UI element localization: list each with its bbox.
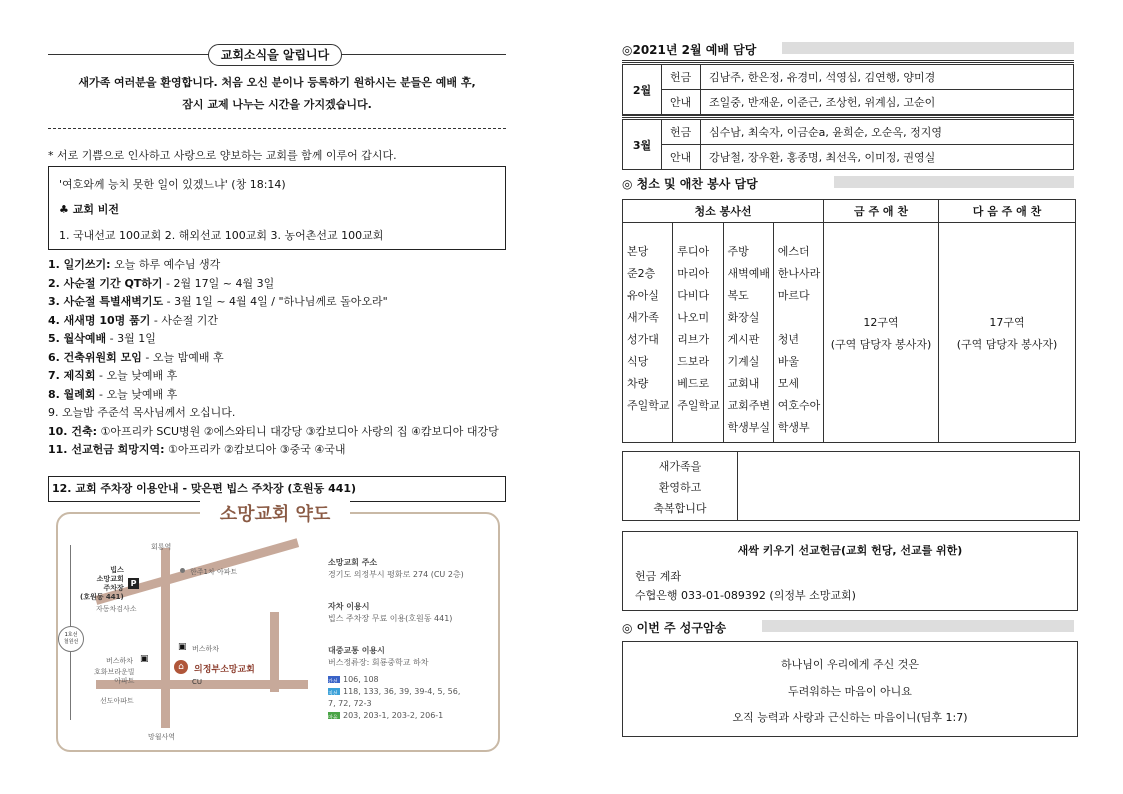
cleaning-item: 주방 [727, 245, 749, 258]
station-bottom-label: 망월사역 [148, 733, 176, 741]
cleaning-item: 한나사라 [777, 267, 821, 280]
welcome-line: 축복합니다 [653, 502, 707, 515]
cleaning-item: 게시판 [727, 333, 760, 346]
line1-badge: 1호선 철원선 [58, 626, 84, 652]
news-item-text: 오늘 하루 예수님 생각 [110, 258, 221, 271]
this-week-zone: 12구역 [863, 315, 899, 329]
car-info: 빕스 주차장 무료 이용(호원동 441) [328, 614, 453, 623]
news-item-text: ①아프리카 ②캄보디아 ③중국 ④국내 [164, 443, 346, 456]
cleaning-title: ◎ 청소 및 애찬 봉사 담당 [622, 177, 758, 191]
cleaning-item: 본당 [627, 245, 649, 258]
worship-role: 안내 [662, 90, 701, 115]
cleaning-item: 여호수아 [777, 399, 821, 412]
bus-line-routes: 118, 133, 36, 39, 39-4, 5, 56, 7, 72, 72-3 [328, 687, 461, 708]
mission-account-label: 헌금 계좌 [635, 570, 682, 583]
cleaning-item: 학생부 [777, 421, 810, 434]
bus-line-row [328, 710, 460, 722]
cleaning-item: 차량 [627, 377, 649, 390]
mission-account: 수협은행 033-01-089392 (의정부 소망교회) [635, 589, 856, 602]
news-item-text: - 2월 17일 ~ 4월 3일 [162, 276, 275, 290]
news-item [48, 423, 499, 439]
welcome-box [622, 451, 1080, 521]
apt1-dot [180, 568, 185, 573]
cleaning-item: 유아실 [627, 289, 659, 302]
news-item-heading: 7. 제직회 [48, 369, 96, 382]
news-item-text: - 3월 1일 ~ 4월 4일 / "하나님께로 돌아오라" [163, 295, 388, 308]
worship-mar-table [622, 119, 1074, 170]
cleaning-item: 화장실 [727, 311, 760, 324]
bus-icon: ▣ [140, 654, 149, 664]
cleaning-item: 청년 [777, 333, 800, 346]
cleaning-item: 교회내 [727, 377, 760, 390]
station-top-label: 회룡역 [151, 543, 172, 551]
cleaning-item: 준2층 [627, 267, 656, 280]
news-item [48, 275, 274, 291]
welcome-line-2: 잠시 교제 나누는 시간을 가지겠습니다. [182, 98, 372, 111]
worship-names: 강남철, 장우환, 홍종명, 최선옥, 이미정, 권영실 [701, 145, 1074, 170]
next-week-sub: (구역 담당자 봉사자) [956, 337, 1058, 351]
this-week-sub: (구역 담당자 봉사자) [830, 337, 932, 351]
vips-label: 빕스 소망교회 주차장 (호원동 441) [80, 566, 124, 601]
worship-names: 심수남, 최숙자, 이금순a, 윤희순, 오순옥, 정지영 [701, 120, 1074, 145]
news-item-text: 9. 오늘밤 주준석 목사님께서 오십니다. [48, 406, 236, 419]
cleaning-item: 마리아 [677, 267, 710, 280]
car-head: 자차 이용시 [328, 602, 370, 611]
news-item-text: - 오늘 밤예배 후 [141, 350, 224, 364]
news-item-heading: 4. 새새명 10명 품기 [48, 313, 151, 327]
worship-names: 김남주, 한은정, 유경미, 석영심, 김연행, 양미경 [701, 65, 1074, 90]
seondo-label: 선도아파트 [100, 697, 134, 705]
news-item [48, 293, 388, 309]
cleaning-col [723, 223, 773, 443]
news-item-heading: 8. 월례회 [48, 387, 96, 401]
church-icon: ⌂ [174, 660, 188, 674]
vision-verse: '여호와께 능치 못한 일이 있겠느냐' (창 18:14) [59, 178, 286, 191]
worship-title-bar [782, 42, 1074, 54]
cleaning-item: 마르다 [777, 289, 810, 302]
church-label: 의정부소망교회 [194, 665, 255, 675]
apt1-label: 한주1차 아파트 [190, 568, 238, 576]
cleaning-col [623, 223, 673, 443]
cleaning-item: 새가족 [627, 311, 659, 324]
bus-line-tag: 마을 [328, 712, 340, 719]
verse-line: 하나님이 우리에게 주신 것은 [780, 658, 919, 671]
parking-icon: P [128, 578, 139, 589]
bus-stop-left-label: 버스하차 [106, 657, 134, 665]
this-week-cell [824, 223, 939, 443]
bus-lines [328, 674, 460, 722]
news-item [48, 386, 177, 402]
mission-box [622, 531, 1078, 611]
bus-line-routes: 106, 108 [343, 675, 379, 684]
worship-names: 조일중, 반재운, 이준근, 조상헌, 위계심, 고순이 [701, 90, 1074, 115]
news-title: 교회소식을 알립니다 [208, 44, 342, 66]
bus-icon: ▣ [178, 642, 187, 652]
cleaning-item: 다비다 [677, 289, 710, 302]
this-week-header: 금 주 애 찬 [824, 200, 939, 223]
cleaning-item: 성가대 [627, 333, 659, 346]
cleaning-item: 학생부실 [727, 421, 771, 434]
road-right [270, 612, 279, 692]
worship-role: 헌금 [662, 120, 701, 145]
bus-stop-info: 버스정류장: 회룡중학교 하차 [328, 658, 429, 667]
verse-box [622, 641, 1078, 737]
news-item-heading: 10. 건축: [48, 424, 97, 438]
bus-line-row [328, 686, 460, 710]
cleaning-item [778, 307, 823, 329]
hwaseong-label: 호화브라운빌 아파트 [94, 668, 135, 685]
news-item-text: - 오늘 낮예배 후 [95, 387, 178, 401]
next-week-cell [939, 223, 1076, 443]
worship-role: 안내 [662, 145, 701, 170]
cleaning-table [622, 199, 1076, 443]
cleaning-item: 나오미 [677, 311, 710, 324]
welcome-line: 환영하고 [658, 481, 702, 494]
news-item-text: ①아프리카 SCU병원 ②에스와티니 대강당 ③캄보디아 사랑의 집 ④캄보디아 대강당 [96, 424, 499, 438]
news-item-heading: 2. 사순절 기간 QT하기 [48, 276, 163, 290]
cleaning-item: 새벽예배 [727, 267, 771, 280]
bus-line-tag: 지선 [328, 688, 340, 695]
worship-month: 3월 [623, 120, 662, 170]
vision-items: 1. 국내선교 100교회 2. 해외선교 100교회 3. 농어촌선교 100교회 [59, 229, 384, 242]
news-item [48, 349, 224, 365]
cu-label: CU [192, 678, 203, 686]
welcome-line: 새가족을 [658, 460, 702, 473]
verse-line: 두려워하는 마음이 아니요 [788, 685, 912, 698]
motto: * 서로 기쁨으로 인사하고 사랑으로 양보하는 교회를 함께 이루어 갑시다. [48, 149, 397, 162]
addr: 경기도 의정부시 평화로 274 (CU 2층) [328, 570, 464, 579]
cleaning-item: 모세 [777, 377, 800, 390]
bus-line-routes: 203, 203-1, 203-2, 206-1 [343, 711, 444, 720]
cleaning-item: 루디아 [677, 245, 710, 258]
cleaning-item: 드보라 [677, 355, 710, 368]
cleaning-item: 복도 [727, 289, 749, 302]
cleaning-item: 주일학교 [627, 399, 670, 412]
car-check-label: 자동차검사소 [96, 605, 137, 613]
news-item-heading: 3. 사순절 특별새벽기도 [48, 295, 164, 308]
cleaning-col [773, 223, 823, 443]
verse-line: 오직 능력과 사랑과 근신하는 마음이니(딤후 1:7) [732, 711, 968, 724]
news-item [48, 441, 346, 457]
verse-title-bar [762, 620, 1074, 632]
news-item [48, 367, 177, 383]
mission-title: 새싹 키우기 선교헌금(교회 헌당, 선교를 위한) [737, 544, 963, 557]
next-week-zone: 17구역 [989, 315, 1025, 329]
vision-title: ♣ 교회 비전 [59, 203, 120, 216]
bus-stop-right-label: 버스하차 [192, 645, 220, 653]
news-item [48, 330, 156, 346]
cleaning-item: 베드로 [677, 377, 710, 390]
worship-month: 2월 [623, 65, 662, 115]
news-item-text: - 오늘 낮예배 후 [95, 369, 178, 382]
worship-rule-top [622, 60, 1074, 63]
cleaning-item: 교회주변 [727, 399, 771, 412]
map-title: 소망교회 약도 [200, 500, 350, 526]
news-item [48, 404, 235, 420]
worship-rule-mid [622, 115, 1074, 118]
worship-role: 헌금 [662, 65, 701, 90]
divider [48, 128, 506, 129]
news-item [48, 256, 220, 272]
bus-line-row [328, 674, 460, 686]
bus-head: 대중교통 이용시 [328, 646, 385, 655]
cleaning-item: 바울 [777, 355, 800, 368]
next-week-header: 다 음 주 애 찬 [939, 200, 1076, 223]
vision-box [48, 166, 506, 250]
cleaning-col [673, 223, 723, 443]
cleaning-item: 식당 [627, 355, 649, 368]
welcome-box-label [623, 452, 738, 520]
worship-title: ◎2021년 2월 예배 담당 [622, 43, 757, 57]
parking-text: 12. 교회 주차장 이용안내 - 맞은편 빕스 주차장 (호원동 441) [52, 482, 357, 495]
addr-head: 소망교회 주소 [328, 558, 378, 567]
verse-title: ◎ 이번 주 성구암송 [622, 621, 727, 635]
news-item [48, 312, 218, 328]
bus-line-tag: 간선 [328, 676, 340, 683]
news-item-heading: 5. 월삭예배 [48, 332, 107, 345]
cleaning-item: 리브가 [677, 333, 710, 346]
cleaning-header: 청소 봉사선 [623, 200, 824, 223]
news-item-text: - 3월 1일 [106, 332, 156, 345]
cleaning-title-bar [834, 176, 1074, 188]
cleaning-item: 기계실 [727, 355, 760, 368]
worship-feb-table [622, 64, 1074, 115]
news-item-heading: 11. 선교헌금 희망지역: [48, 443, 165, 456]
cleaning-item: 에스더 [777, 245, 810, 258]
parking-notice [48, 476, 506, 502]
news-item-heading: 6. 건축위원회 모임 [48, 350, 142, 364]
news-item-heading: 1. 일기쓰기: [48, 258, 111, 271]
welcome-line-1: 새가족 여러분을 환영합니다. 처음 오신 분이나 등록하기 원하시는 분들은 예배 후, [78, 76, 476, 89]
cleaning-item: 주일학교 [677, 399, 720, 412]
news-item-text: - 사순절 기간 [150, 313, 218, 327]
